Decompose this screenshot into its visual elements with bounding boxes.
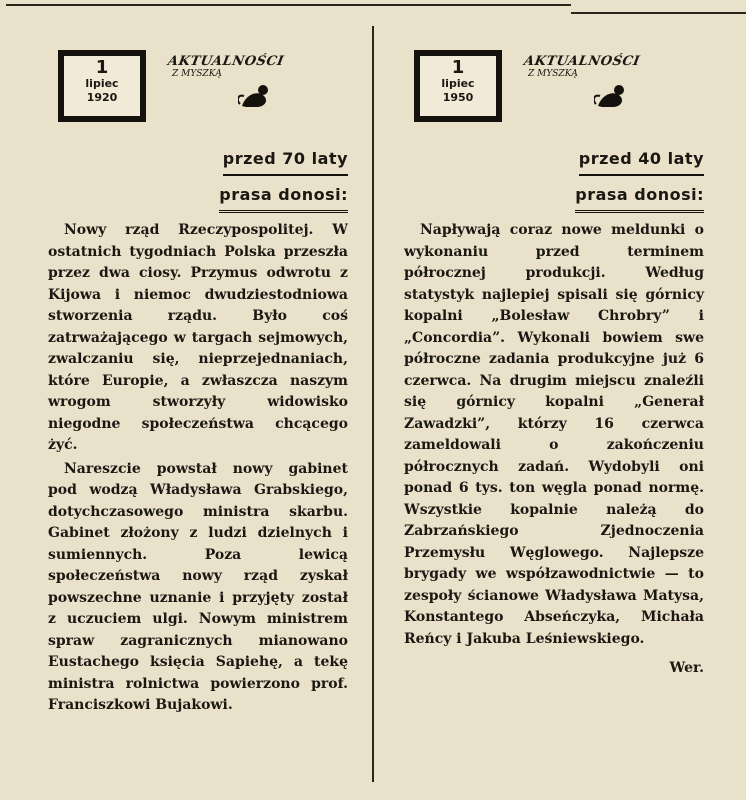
logo-title: AKTUALNOŚCI (522, 54, 642, 69)
date-month: lipiec (85, 77, 119, 90)
date-month: lipiec (441, 77, 475, 90)
date-year: 1920 (86, 91, 118, 104)
article-body (404, 220, 704, 680)
article-body (48, 220, 348, 717)
headline-line1: przed 40 laty (579, 144, 704, 176)
corner-rule (571, 0, 746, 14)
logo-title: AKTUALNOŚCI (166, 54, 286, 69)
headline (219, 144, 348, 213)
paragraph: Napływają coraz nowe meldunki o wykonaniu przed terminem półrocznej produkcji. Według statystyk najlepiej spisali się górnicy kopalni „Bolesław Chrobry” i „Concordia”. Wykonali bowiem swe półroczne zadania produkcyjne już 6 czerwca. Na drugim miejscu znaleźli się górnicy kopalni „Generał Zawadzki”, którzy 16 czerwca zameldowali o zakończeniu półrocznych zadań. Wydobyli oni ponad 6 tys. ton węgla ponad normę. Wszystkie kopalnie należą do Zabrzańskiego Zjednoczenia Przemysłu Węglowego. Najlepsze brygady we współzawodnictwie — to zespoły ścianowe Władysława Matysa, Konstantego Abseńczyka, Michała Reńcy i Jakuba Leśniewskiego. (404, 222, 704, 647)
date-year: 1950 (442, 91, 474, 104)
date-box-1920 (58, 50, 146, 122)
mouse-icon (238, 80, 272, 110)
headline (575, 144, 704, 213)
date-day: 1 (451, 57, 465, 78)
logo-subtitle: Z MYSZKĄ (172, 69, 222, 79)
author-signature: Wer. (669, 660, 704, 676)
headline-line2: prasa donosi: (575, 180, 704, 213)
date-box-1950 (414, 50, 502, 122)
logo-subtitle: Z MYSZKĄ (528, 69, 578, 79)
column-logo (522, 54, 642, 116)
mouse-icon (594, 80, 628, 110)
column-divider (372, 26, 374, 782)
headline-line2: prasa donosi: (219, 180, 348, 213)
column-logo (166, 54, 286, 116)
paragraph: Nareszcie powstał nowy gabinet pod wodzą Władysława Grabskiego, dotychczasowego ministra skarbu. Gabinet złożony z ludzi dzielnych i sumiennych. Poza lewicą społeczeństwa nowy rząd zyskał powszechne uznanie i przyjęty został z uczuciem ulgi. Nowym ministrem spraw zagranicznych mianowano Eustachego księcia Sapiehę, a tekę ministra rolnictwa powierzono prof. Franciszkowi Bujakowi. (48, 460, 348, 713)
paragraph: Nowy rząd Rzeczypospolitej. W ostatnich tygodniach Polska przeszła przez dwa ciosy. Przymus odwrotu z Kijowa i niemoc dwudziestodniowa stworzenia rządu. Było coś zatrważającego w targach sejmowych, zwalczaniu się, nieprzejednaniach, które Europie, a zwłaszcza naszym wrogom stworzyły widowisko niegodne społeczeństwa chcącego żyć. (48, 222, 348, 453)
date-day: 1 (95, 57, 109, 78)
top-rule (6, 4, 571, 6)
headline-line1: przed 70 laty (223, 144, 348, 176)
